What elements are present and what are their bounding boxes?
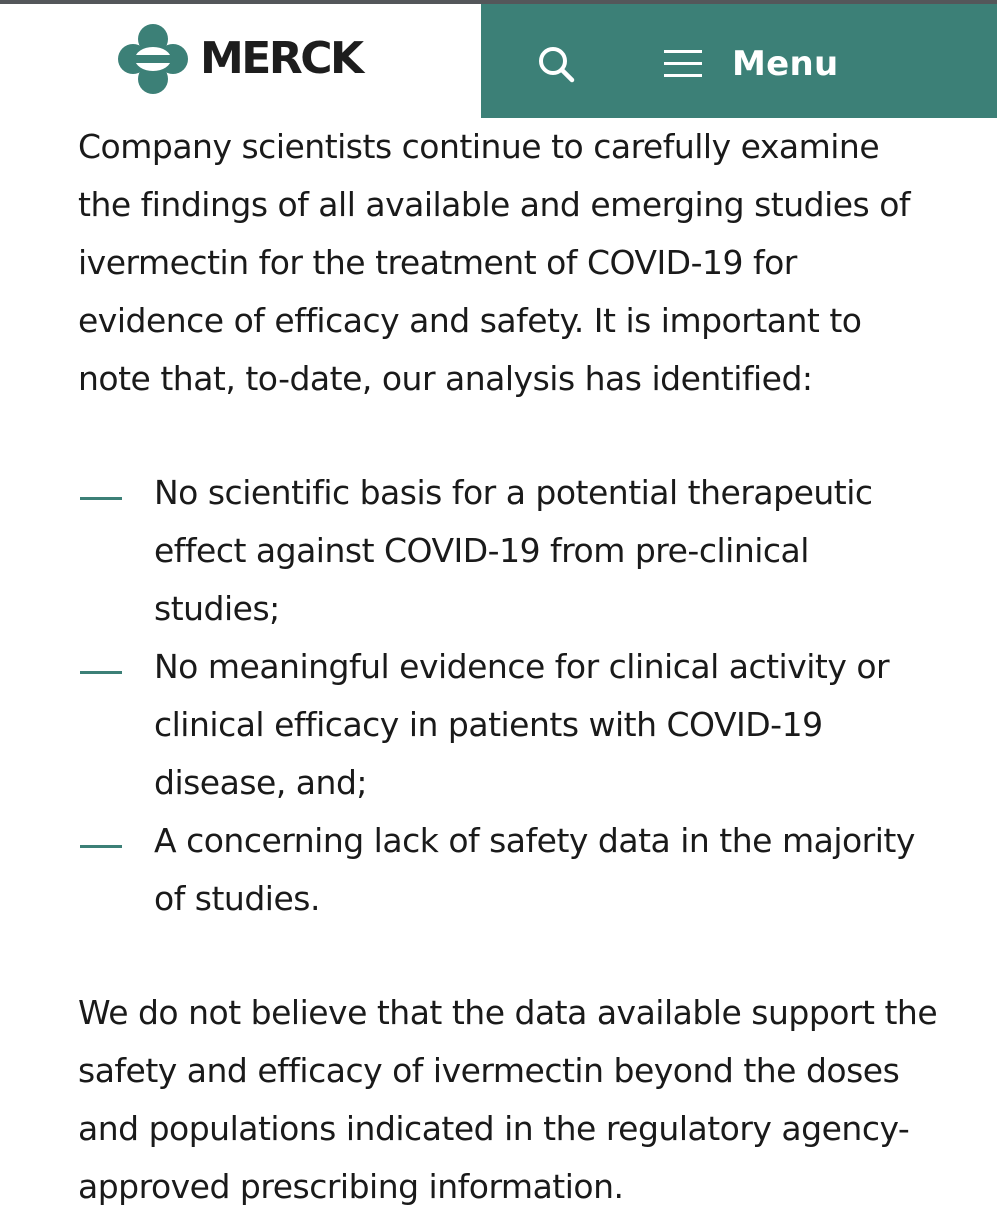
menu-label: Menu (732, 44, 839, 84)
menu-button[interactable] (664, 34, 839, 94)
findings-list (78, 464, 938, 928)
finding-text: No meaningful evidence for clinical activity or clinical efficacy in patients with COVID-19 disease, and; (154, 647, 890, 802)
finding-text: No scientific basis for a potential therapeutic effect against COVID-19 from pre-clinical studies; (154, 473, 873, 628)
hamburger-icon (664, 49, 704, 79)
finding-item (78, 464, 938, 638)
merck-logo[interactable] (118, 22, 362, 96)
finding-item (78, 638, 938, 812)
merck-wordmark: MERCK (200, 33, 362, 84)
intro-paragraph: Company scientists continue to carefully examine the findings of all available and emerging studies of ivermectin for the treatment of COVID-19 for evidence of efficacy and safety. It is important to note that, to-date, our analysis has identified: (78, 127, 911, 398)
search-button[interactable] (530, 38, 582, 90)
finding-text: A concerning lack of safety data in the majority of studies. (154, 821, 915, 918)
dash-bullet-icon (80, 671, 122, 674)
dash-bullet-icon (80, 845, 122, 848)
merck-logo-icon (118, 24, 188, 94)
dash-bullet-icon (80, 497, 122, 500)
search-icon (536, 44, 576, 84)
site-header (0, 4, 997, 118)
article-content (78, 118, 938, 1216)
closing-paragraph: We do not believe that the data available support the safety and efficacy of ivermectin beyond the doses and populations indicated in the regulatory agency-approved prescribing information. (78, 993, 938, 1206)
finding-item (78, 812, 938, 928)
